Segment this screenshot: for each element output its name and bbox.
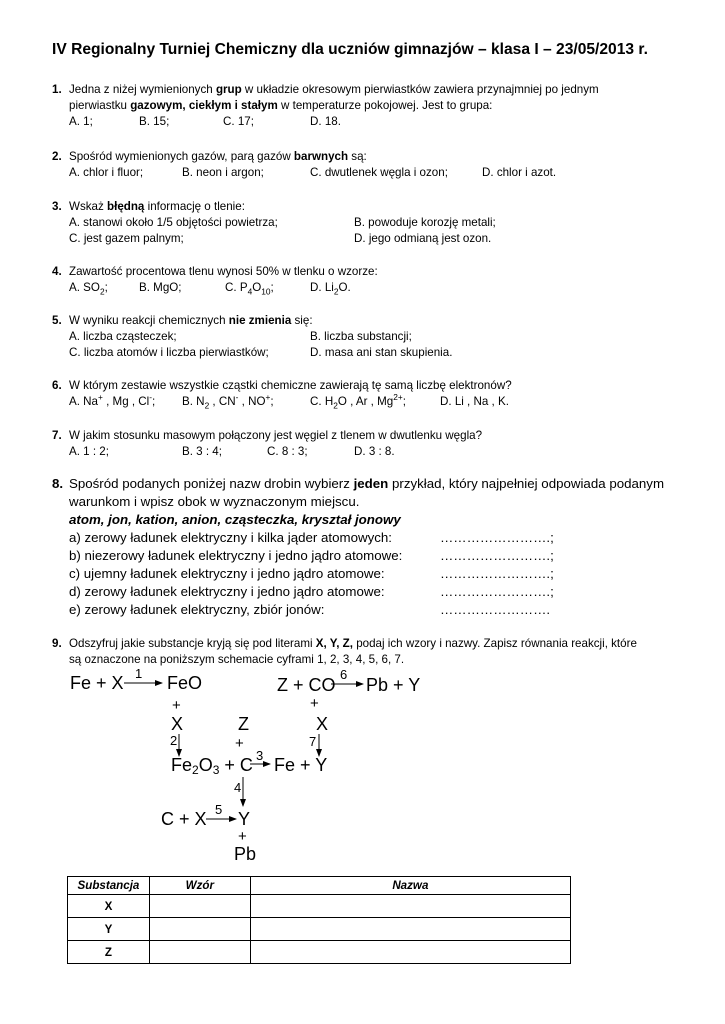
table-header-row <box>68 877 571 895</box>
answer-b: B. powoduje korozję metali; <box>354 216 496 229</box>
item-d: d) zerowy ładunek elektryczny i jedno jądro atomowe: <box>69 584 385 599</box>
item-c: c) ujemny ładunek elektryczny i jedno jądro atomowe: <box>69 566 385 581</box>
answer-c: C. $H_2O$ , Ar , $Mg^{2+}$; <box>310 392 406 411</box>
answer-c: C. 17; <box>223 115 254 128</box>
question-number: 5. <box>52 314 62 327</box>
question-5 <box>52 313 672 361</box>
table-row <box>68 918 571 941</box>
question-1 <box>52 82 672 130</box>
question-number: 7. <box>52 429 62 442</box>
answer-c: C. dwutlenek węgla i ozon; <box>310 166 448 179</box>
item-b: b) niezerowy ładunek elektryczny i jedno jądro atomowe: <box>69 548 403 563</box>
answer-blank[interactable]: …………………….; <box>440 548 554 563</box>
question-text: Zawartość procentowa tlenu wynosi 50% w tlenku o wzorze: <box>69 265 378 278</box>
scheme-x: X <box>171 714 184 734</box>
scheme-y: Y <box>238 809 251 829</box>
answer-a: A. chlor i fluor; <box>69 166 144 179</box>
question-text-line2: warunkom i wpisz obok w wyznaczonym miejscu. <box>69 494 360 509</box>
header-name: Nazwa <box>250 877 570 895</box>
question-number: 8. <box>52 476 64 491</box>
answer-d: D. 3 : 8. <box>354 445 395 458</box>
question-text: Odszyfruj jakie substancje kryją się pod literami X, Y, Z, podaj ich wzory i nazwy. Zapisz równania reakcji, które <box>69 637 637 650</box>
question-number: 4. <box>52 265 62 278</box>
label-4: 4 <box>234 780 242 795</box>
question-number: 2. <box>52 150 62 163</box>
row-label: Z <box>68 941 150 964</box>
answer-b: B. 15; <box>139 115 170 128</box>
answer-blank[interactable]: …………………….; <box>440 584 554 599</box>
item-a: a) zerowy ładunek elektryczny i kilka jąder atomowych: <box>69 530 392 545</box>
question-7 <box>52 428 672 460</box>
label-2: 2 <box>170 733 178 748</box>
answer-blank[interactable]: ……………………. <box>440 602 551 617</box>
answer-d: D. $Li_2O$. <box>310 281 351 297</box>
answer-c: C. $P_4O_{10}$; <box>225 281 274 297</box>
particle-list: atom, jon, kation, anion, cząsteczka, kryształ jonowy <box>69 512 401 527</box>
question-text: Wskaż błędną informację o tlenie: <box>69 200 245 213</box>
question-3 <box>52 199 672 247</box>
answer-d: D. 18. <box>310 115 341 128</box>
label-5: 5 <box>215 802 223 817</box>
formula-cell[interactable] <box>149 895 250 918</box>
answer-d: D. jego odmianą jest ozon. <box>354 232 492 245</box>
question-text: W wyniku reakcji chemicznych nie zmienia się: <box>69 314 313 327</box>
question-text: W jakim stosunku masowym połączony jest węgiel z tlenem w dwutlenku węgla? <box>69 429 483 442</box>
question-2 <box>52 149 672 181</box>
answer-blank[interactable]: …………………….; <box>440 566 554 581</box>
plus-sign: + <box>310 695 319 712</box>
question-8 <box>52 475 682 619</box>
answer-a: A. Na+ , Mg , Cl-; <box>69 392 156 408</box>
answer-a: A. $SO_2$; <box>69 281 108 297</box>
question-text-line2: pierwiastku gazowym, ciekłym i stałym w temperaturze pokojowej. Jest to grupa: <box>69 99 493 112</box>
label-6: 6 <box>340 667 348 682</box>
label-3: 3 <box>256 748 264 763</box>
label-7: 7 <box>309 734 317 749</box>
row-label: X <box>68 895 150 918</box>
item-e: e) zerowy ładunek elektryczny, zbiór jonów: <box>69 602 325 617</box>
scheme-pb: Pb <box>234 844 257 864</box>
question-number: 3. <box>52 200 62 213</box>
question-number: 1. <box>52 83 62 96</box>
answer-b: B. neon i argon; <box>182 166 264 179</box>
question-text: Spośród wymienionych gazów, parą gazów barwnych są: <box>69 150 367 163</box>
scheme-z-plus-co: Z + CO <box>277 675 336 695</box>
scheme-fe-plus-x: Fe + X <box>70 673 124 693</box>
answer-d: D. Li , Na , K. <box>440 395 509 408</box>
answer-blank[interactable]: …………………….; <box>440 530 554 545</box>
answer-b: B. MgO; <box>139 281 182 294</box>
question-number: 9. <box>52 637 62 650</box>
answer-c: C. liczba atomów i liczba pierwiastków; <box>69 346 269 359</box>
plus-sign: + <box>238 828 247 845</box>
answer-b: B. $N_2$ , CN- , NO+; <box>182 392 274 411</box>
table-row <box>68 895 571 918</box>
scheme-pb-plus-y: Pb + Y <box>366 675 421 695</box>
formula-cell[interactable] <box>149 941 250 964</box>
formula-cell[interactable] <box>149 918 250 941</box>
question-text: W którym zestawie wszystkie cząstki chemiczne zawierają tę samą liczbę elektronów? <box>69 379 512 392</box>
plus-sign: + <box>172 697 181 714</box>
scheme-x: X <box>316 714 329 734</box>
plus-sign: + <box>235 735 244 752</box>
question-4 <box>52 264 672 296</box>
answer-a: A. 1; <box>69 115 93 128</box>
answer-b: B. 3 : 4; <box>182 445 222 458</box>
table-row <box>68 941 571 964</box>
answer-d: D. chlor i azot. <box>482 166 557 179</box>
scheme-c-plus-x: C + X <box>161 809 207 829</box>
name-cell[interactable] <box>250 895 570 918</box>
answer-a: A. 1 : 2; <box>69 445 109 458</box>
answer-c: C. jest gazem palnym; <box>69 232 184 245</box>
scheme-fe-plus-y: Fe + Y <box>274 755 328 775</box>
scheme-fe2o3-plus-c: Fe2O3 + C <box>171 755 253 777</box>
question-9 <box>52 636 682 668</box>
label-1: 1 <box>135 666 143 681</box>
question-number: 6. <box>52 379 62 392</box>
answer-b: B. liczba substancji; <box>310 330 412 343</box>
header-formula: Wzór <box>149 877 250 895</box>
header-substance: Substancja <box>68 877 150 895</box>
answer-a: A. stanowi około 1/5 objętości powietrza; <box>69 216 278 229</box>
question-text: Spośród podanych poniżej nazw drobin wybierz jeden przykład, który najpełniej odpowiada podanym <box>69 476 665 491</box>
row-label: Y <box>68 918 150 941</box>
question-6 <box>52 378 672 410</box>
name-cell[interactable] <box>250 918 570 941</box>
page-title: IV Regionalny Turniej Chemiczny dla uczniów gimnazjów – klasa I – 23/05/2013 r. <box>52 41 648 58</box>
answer-c: C. 8 : 3; <box>267 445 308 458</box>
name-cell[interactable] <box>250 941 570 964</box>
scheme-feo: FeO <box>167 673 203 693</box>
scheme-z: Z <box>238 714 249 734</box>
answer-a: A. liczba cząsteczek; <box>69 330 177 343</box>
question-text: Jedna z niżej wymienionych grup w układzie okresowym pierwiastków zawiera przynajmniej po jednym <box>69 83 599 96</box>
answer-d: D. masa ani stan skupienia. <box>310 346 453 359</box>
answer-table <box>67 876 571 964</box>
question-text-line2: są oznaczone na poniższym schemacie cyframi 1, 2, 3, 4, 5, 6, 7. <box>69 653 405 666</box>
